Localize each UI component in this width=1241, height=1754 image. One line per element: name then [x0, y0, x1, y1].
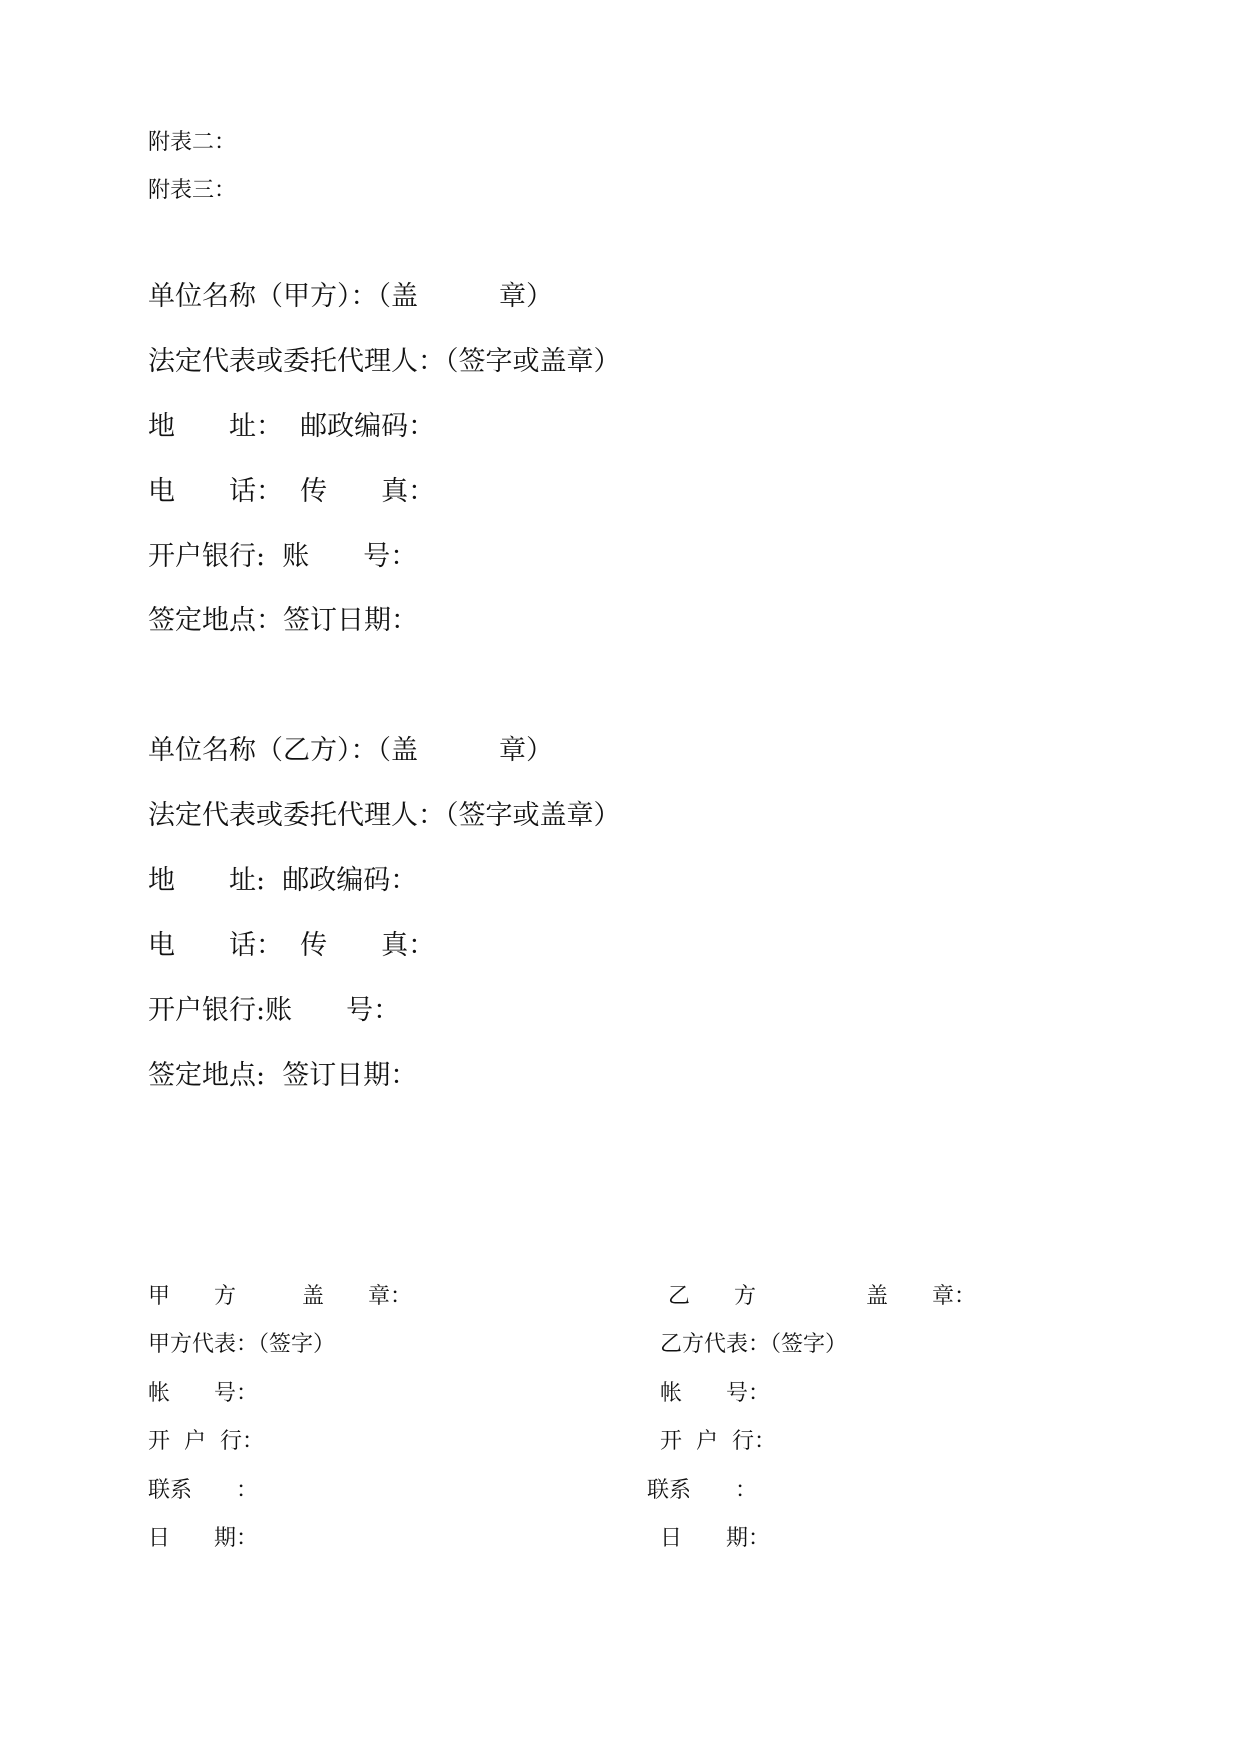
left-rep-label: 甲方代表：（签字）: [148, 1332, 336, 1357]
party-a-place-date: 签定地点：签订日期：: [148, 605, 418, 636]
party-a-phone: 电 话： 传 真：: [148, 476, 436, 507]
left-seal-label: 甲 方 盖 章：: [148, 1284, 413, 1309]
party-b-bank: 开户银行:账 号：: [148, 995, 401, 1026]
party-b-place-date: 签定地点: 签订日期：: [148, 1060, 418, 1091]
party-a-legal-rep: 法定代表或委托代理人：（签字或盖章）: [148, 346, 621, 377]
right-seal-label: 乙 方 盖 章：: [668, 1284, 977, 1309]
party-a-unit-name: 单位名称（甲方）：（盖 章）: [148, 281, 553, 312]
left-date-label: 日 期：: [148, 1526, 259, 1551]
right-bank-label: 开 户 行：: [660, 1429, 776, 1454]
right-date-label: 日 期：: [660, 1526, 771, 1551]
appendix-2-label: 附表二：: [148, 130, 237, 155]
party-b-legal-rep: 法定代表或委托代理人：（签字或盖章）: [148, 800, 621, 831]
party-b-address: 地 址: 邮政编码：: [148, 865, 418, 896]
left-contact-label: 联系 ：: [148, 1478, 259, 1503]
appendix-3-label: 附表三：: [148, 178, 237, 203]
party-a-address: 地 址： 邮政编码：: [148, 411, 436, 442]
party-b-phone: 电 话： 传 真：: [148, 930, 436, 961]
right-contact-label: 联系 ：: [647, 1478, 758, 1503]
left-account-label: 帐 号：: [148, 1381, 259, 1406]
party-a-bank: 开户银行: 账 号：: [148, 541, 418, 572]
left-bank-label: 开 户 行：: [148, 1429, 264, 1454]
party-b-unit-name: 单位名称（乙方）：（盖 章）: [148, 735, 553, 766]
right-account-label: 帐 号：: [660, 1381, 771, 1406]
right-rep-label: 乙方代表：（签字）: [660, 1332, 848, 1357]
